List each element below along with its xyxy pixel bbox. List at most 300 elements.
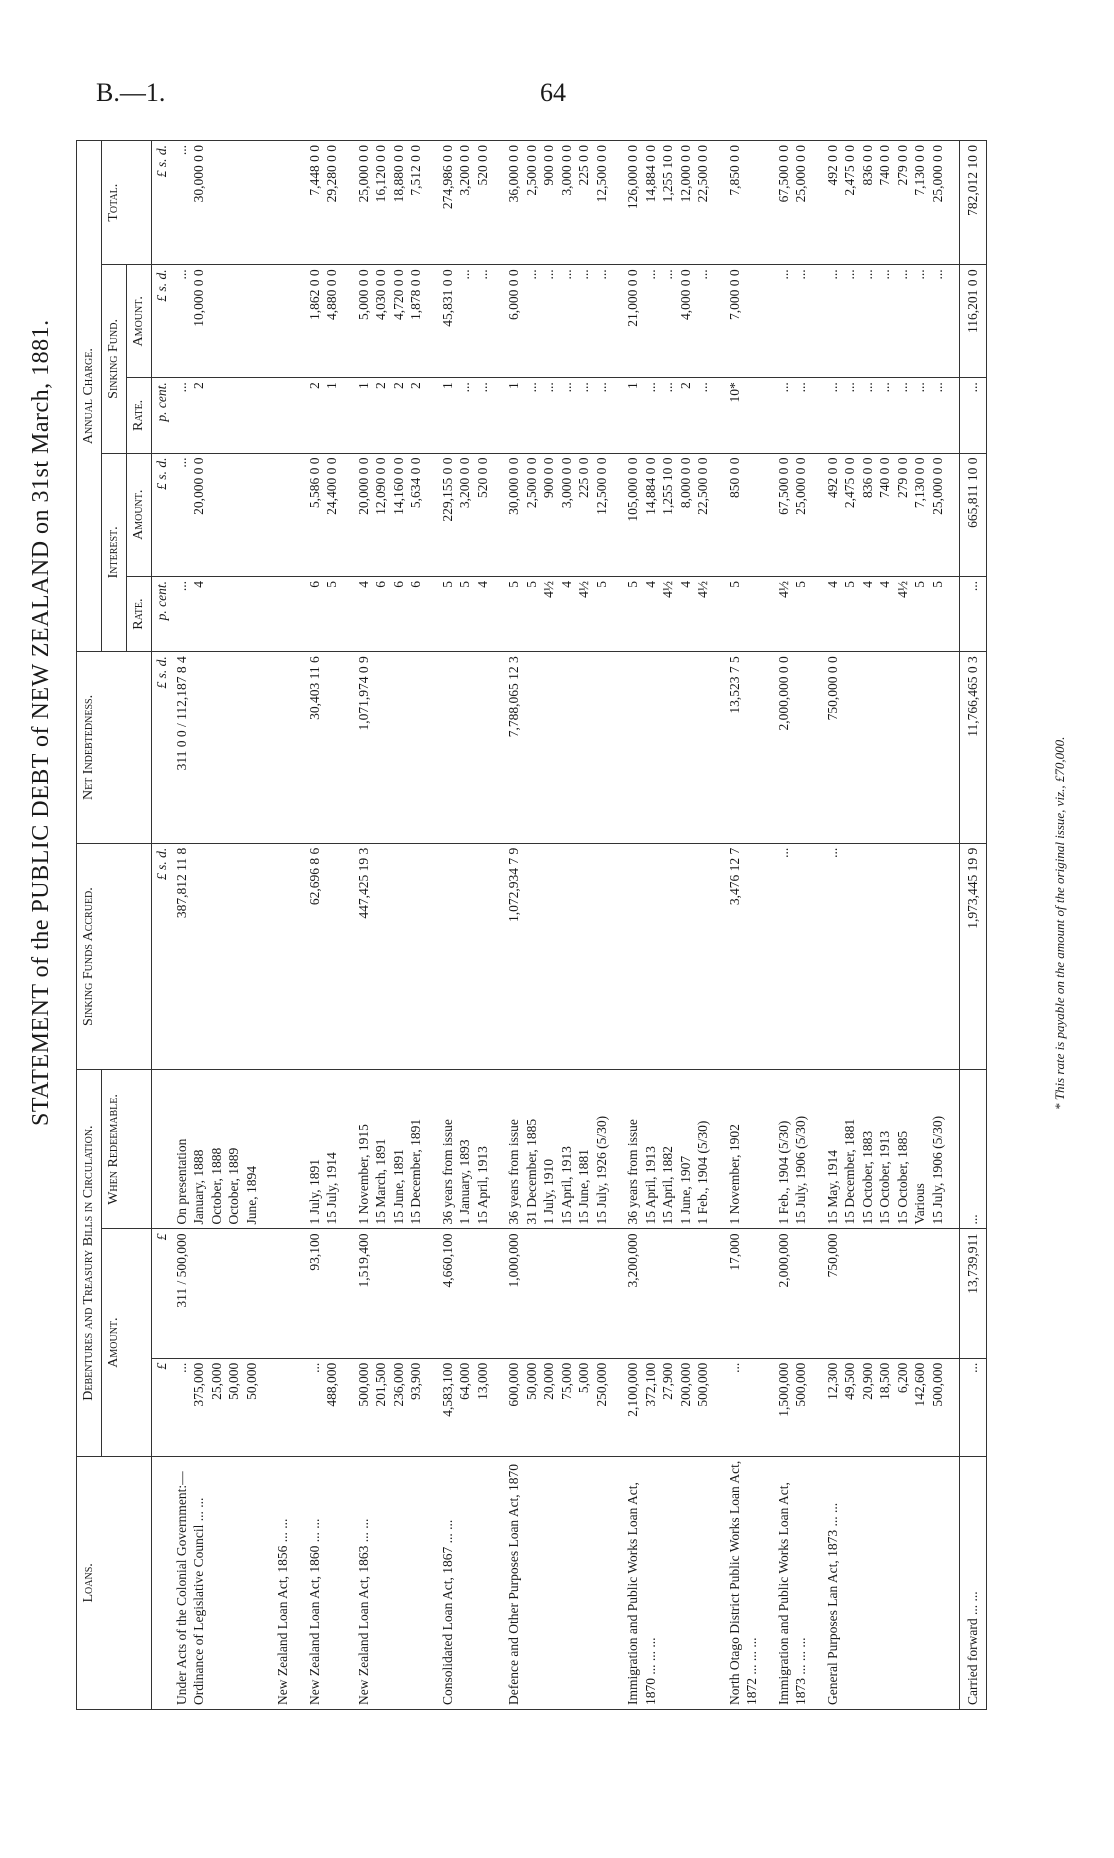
amount-cell bbox=[725, 1358, 762, 1456]
net-cell bbox=[305, 652, 342, 844]
total-line: 7,850 0 0 bbox=[726, 145, 742, 196]
col-int-amount: Amount. bbox=[127, 453, 152, 576]
when-line: 15 July, 1926 (5/30) bbox=[593, 1115, 609, 1225]
spacer-cell bbox=[293, 265, 305, 378]
int-rate-line: 5 bbox=[324, 580, 339, 588]
sf-rate-cell bbox=[504, 378, 611, 453]
units-row bbox=[152, 141, 172, 1710]
row-spacer bbox=[342, 141, 354, 1710]
loan-line: New Zealand Loan Act, 1863 ... ... bbox=[355, 1518, 371, 1705]
spacer-cell bbox=[426, 453, 438, 576]
net-cell bbox=[823, 652, 948, 844]
sf-accrued-value: 3,476 12 7 bbox=[726, 847, 742, 906]
int-amount-line: 12,090 0 0 bbox=[373, 457, 388, 515]
spacer-cell bbox=[342, 141, 354, 265]
col-interest: Interest. bbox=[102, 453, 127, 652]
int-amount-cell bbox=[504, 453, 611, 576]
int-amount-line: 225 0 0 bbox=[576, 457, 591, 499]
when-cell bbox=[774, 1070, 811, 1229]
when-cell bbox=[438, 1070, 493, 1229]
amount-line: 1,500,000 bbox=[775, 1362, 791, 1417]
spacer-cell bbox=[492, 576, 504, 651]
spacer-cell bbox=[713, 141, 725, 265]
spacer-cell bbox=[811, 1358, 823, 1456]
when-line: October, 1888 bbox=[208, 1147, 224, 1225]
row-spacer bbox=[426, 141, 438, 1710]
spacer-cell bbox=[811, 1229, 823, 1358]
int-amount-cell bbox=[354, 453, 426, 576]
int-rate-cell bbox=[172, 576, 262, 651]
sf-rate-line: ... bbox=[474, 382, 490, 393]
table-row bbox=[438, 141, 493, 1710]
amount-line: ... bbox=[306, 1362, 322, 1373]
sf-amount-cell bbox=[725, 265, 762, 378]
spacer-cell bbox=[947, 1229, 960, 1358]
when-line: 15 April, 1913 bbox=[474, 1146, 490, 1225]
when-line: 15 June, 1891 bbox=[390, 1149, 406, 1225]
spacer-cell bbox=[713, 1456, 725, 1709]
sf-amount-line: 10,000 0 0 bbox=[191, 269, 206, 327]
spacer-cell bbox=[811, 378, 823, 453]
sf-rate-line: ... bbox=[558, 382, 574, 393]
total-line: 16,120 0 0 bbox=[373, 145, 388, 203]
spacer-cell bbox=[426, 1358, 438, 1456]
when-line: 1 Feb., 1904 (5/30) bbox=[695, 1120, 710, 1225]
sf-amount-cell bbox=[305, 265, 342, 378]
col-int-rate: Rate. bbox=[127, 576, 152, 651]
sf-rate-line: ... bbox=[593, 382, 609, 393]
spacer-cell bbox=[611, 1358, 623, 1456]
total-line: 7,512 0 0 bbox=[408, 145, 423, 196]
when-line: 1 Feb., 1904 (5/30) bbox=[775, 1120, 791, 1225]
circulation-value: 1,519,400 bbox=[355, 1233, 371, 1288]
spacer-cell bbox=[611, 141, 623, 265]
when-line: 1 November, 1902 bbox=[726, 1124, 742, 1225]
sf-amount-line: ... bbox=[457, 269, 472, 280]
circulation-value: 2,000,000 bbox=[775, 1233, 791, 1288]
amount-line: 20,000 bbox=[541, 1362, 556, 1400]
sf-accrued-value: ... bbox=[775, 847, 791, 858]
circulation-cell bbox=[305, 1229, 342, 1358]
spacer-cell bbox=[811, 652, 823, 844]
int-amount-line: 12,500 0 0 bbox=[593, 457, 609, 515]
net-value: 30,403 11 6 bbox=[306, 656, 322, 720]
spacer-cell bbox=[811, 1456, 823, 1709]
unit-sf-amount: £ s. d. bbox=[152, 265, 172, 378]
total-line: 36,000 0 0 bbox=[506, 145, 521, 203]
amount-line: 2,100,000 bbox=[625, 1362, 640, 1417]
sf-accrued-value: ... bbox=[824, 847, 840, 858]
int-rate-cell bbox=[774, 576, 811, 651]
sf-rate-line: 1 bbox=[625, 382, 640, 390]
amount-line: 600,000 bbox=[506, 1362, 521, 1407]
sf-rate-line: ... bbox=[775, 382, 791, 393]
int-amount-line: 20,000 0 0 bbox=[355, 457, 371, 515]
spacer-cell bbox=[611, 652, 623, 844]
int-rate-line: 5 bbox=[593, 580, 609, 588]
when-line: 15 July, 1906 (5/30) bbox=[793, 1115, 808, 1225]
spacer-cell bbox=[762, 1229, 774, 1358]
when-cell bbox=[273, 1070, 293, 1229]
int-rate-cell bbox=[354, 576, 426, 651]
sf-rate-cell bbox=[774, 378, 811, 453]
sf-amount-line: ... bbox=[877, 269, 892, 280]
spacer-cell bbox=[762, 1456, 774, 1709]
sf-rate-line: ... bbox=[576, 382, 591, 393]
spacer-cell bbox=[713, 1358, 725, 1456]
cf-amount: ... bbox=[960, 1358, 987, 1456]
spacer-cell bbox=[342, 265, 354, 378]
total-line: 25,000 0 0 bbox=[793, 145, 808, 203]
loan-line: New Zealand Loan Act, 1860 ... ... bbox=[306, 1518, 322, 1705]
spacer-cell bbox=[492, 1070, 504, 1229]
sf-amount-line: 21,000 0 0 bbox=[625, 269, 640, 327]
amount-cell bbox=[354, 1358, 426, 1456]
spacer-cell bbox=[947, 1070, 960, 1229]
amount-line: 5,000 bbox=[576, 1362, 591, 1394]
spacer-cell bbox=[811, 453, 823, 576]
loan-line: Ordinance of Legislative Council ... ... bbox=[191, 1497, 206, 1705]
spacer-cell bbox=[342, 1070, 354, 1229]
int-amount-line: 8,000 0 0 bbox=[677, 457, 693, 509]
loan-line: Immigration and Public Works Loan Act, bbox=[775, 1482, 791, 1705]
table-row bbox=[823, 141, 948, 1710]
row-spacer bbox=[811, 141, 823, 1710]
int-rate-line: 4½ bbox=[541, 580, 556, 598]
total-cell bbox=[305, 141, 342, 265]
int-rate-line: 4½ bbox=[695, 580, 710, 598]
spacer-cell bbox=[426, 652, 438, 844]
sf-amount-line: ... bbox=[894, 269, 910, 280]
sf-rate-line: 1 bbox=[506, 382, 521, 390]
loan-line: New Zealand Loan Act, 1856 ... ... bbox=[275, 1518, 290, 1705]
spacer-cell bbox=[293, 1070, 305, 1229]
spacer-cell bbox=[261, 1358, 273, 1456]
spacer-cell bbox=[293, 1229, 305, 1358]
int-amount-line: 25,000 0 0 bbox=[793, 457, 808, 515]
int-amount-line: 2,500 0 0 bbox=[523, 457, 539, 509]
total-cell bbox=[354, 141, 426, 265]
sf-rate-line: 2 bbox=[390, 382, 406, 390]
amount-line: 27,900 bbox=[660, 1362, 675, 1400]
int-rate-line: 4½ bbox=[660, 580, 675, 598]
when-line: October, 1889 bbox=[226, 1147, 241, 1225]
unit-sf-accrued: £ s. d. bbox=[152, 843, 172, 1070]
spacer-cell bbox=[762, 141, 774, 265]
circulation-cell bbox=[172, 1229, 262, 1358]
spacer-cell bbox=[293, 652, 305, 844]
amount-line: 50,000 bbox=[523, 1362, 539, 1400]
spacer-cell bbox=[492, 378, 504, 453]
sf-rate-cell bbox=[305, 378, 342, 453]
amount-line: 200,000 bbox=[677, 1362, 693, 1407]
sf-amount-line: ... bbox=[842, 269, 857, 280]
sf-amount-line: ... bbox=[173, 269, 189, 280]
amount-line: 12,300 bbox=[824, 1362, 840, 1400]
when-line: January, 1888 bbox=[191, 1149, 206, 1225]
total-line: 740 0 0 bbox=[877, 145, 892, 186]
sf-amount-line: 6,000 0 0 bbox=[506, 269, 521, 320]
col-net: Net Indebtedness. bbox=[77, 652, 152, 844]
loan-line: Defence and Other Purposes Loan Act, 1870 bbox=[506, 1463, 521, 1705]
table-row bbox=[774, 141, 811, 1710]
int-rate-line: 6 bbox=[408, 580, 423, 588]
circulation-cell bbox=[623, 1229, 713, 1358]
sf-accrued-cell bbox=[823, 843, 948, 1070]
amount-line: 25,000 bbox=[208, 1362, 224, 1400]
spacer-cell bbox=[713, 1070, 725, 1229]
spacer-cell bbox=[426, 141, 438, 265]
when-line: 15 April, 1913 bbox=[558, 1146, 574, 1225]
when-line: 15 May, 1914 bbox=[824, 1149, 840, 1225]
sf-accrued-cell bbox=[438, 843, 493, 1070]
page-title: STATEMENT of the PUBLIC DEBT of NEW ZEALAND on 31st March, 1881. bbox=[28, 319, 54, 1126]
int-amount-line: 3,200 0 0 bbox=[457, 457, 472, 509]
int-amount-line: 836 0 0 bbox=[859, 457, 875, 499]
int-amount-line: 30,000 0 0 bbox=[506, 457, 521, 515]
spacer-cell bbox=[342, 1229, 354, 1358]
spacer-cell bbox=[293, 1358, 305, 1456]
sf-amount-cell bbox=[438, 265, 493, 378]
int-rate-line: 5 bbox=[523, 580, 539, 588]
int-rate-line: 4½ bbox=[894, 580, 910, 598]
spacer-cell bbox=[492, 453, 504, 576]
spacer-cell bbox=[762, 843, 774, 1070]
spacer-cell bbox=[261, 378, 273, 453]
cf-total: 782,012 10 0 bbox=[960, 141, 987, 265]
when-cell bbox=[354, 1070, 426, 1229]
net-cell bbox=[438, 652, 493, 844]
sf-rate-line: ... bbox=[842, 382, 857, 393]
sf-accrued-cell bbox=[305, 843, 342, 1070]
net-cell bbox=[725, 652, 762, 844]
int-amount-line: 900 0 0 bbox=[541, 457, 556, 499]
int-amount-cell bbox=[725, 453, 762, 576]
amount-line: 500,000 bbox=[695, 1362, 710, 1407]
total-line: 3,000 0 0 bbox=[558, 145, 574, 196]
net-cell bbox=[172, 652, 262, 844]
sf-accrued-value: 62,696 8 6 bbox=[306, 847, 322, 906]
sf-rate-line: ... bbox=[912, 382, 927, 393]
int-amount-line: 229,155 0 0 bbox=[439, 457, 455, 522]
when-line: 31 December, 1885 bbox=[523, 1118, 539, 1225]
circulation-value: 3,200,000 bbox=[625, 1233, 640, 1288]
sf-amount-line: 45,831 0 0 bbox=[439, 269, 455, 327]
loan-line: Under Acts of the Colonial Government:— bbox=[173, 1471, 189, 1705]
int-amount-line: 14,160 0 0 bbox=[390, 457, 406, 515]
when-line: 15 December, 1891 bbox=[408, 1118, 423, 1225]
sf-rate-line: 2 bbox=[677, 382, 693, 390]
sf-rate-cell bbox=[623, 378, 713, 453]
total-line: 12,000 0 0 bbox=[677, 145, 693, 203]
amount-line: 488,000 bbox=[324, 1362, 339, 1407]
sf-amount-line: ... bbox=[576, 269, 591, 280]
spacer-cell bbox=[293, 1456, 305, 1709]
int-rate-line: 4½ bbox=[576, 580, 591, 598]
int-amount-line: 520 0 0 bbox=[474, 457, 490, 499]
spacer-cell bbox=[261, 1456, 273, 1709]
net-value: 750,000 0 0 bbox=[824, 656, 840, 721]
when-line: 1 June, 1907 bbox=[677, 1155, 693, 1225]
int-amount-line: 1,255 10 0 bbox=[660, 457, 675, 515]
sf-accrued-cell bbox=[725, 843, 762, 1070]
net-cell bbox=[273, 652, 293, 844]
amount-cell bbox=[305, 1358, 342, 1456]
spacer-cell bbox=[261, 652, 273, 844]
int-amount-cell bbox=[774, 453, 811, 576]
spacer-cell bbox=[261, 843, 273, 1070]
spacer-cell bbox=[947, 378, 960, 453]
when-line: 15 October, 1883 bbox=[859, 1130, 875, 1225]
cf-net: 11,766,465 0 3 bbox=[960, 652, 987, 844]
spacer-cell bbox=[261, 1229, 273, 1358]
sf-amount-line: ... bbox=[474, 269, 490, 280]
int-rate-line: 6 bbox=[390, 580, 406, 588]
spacer-cell bbox=[947, 576, 960, 651]
int-amount-line: 3,000 0 0 bbox=[558, 457, 574, 509]
loan-cell bbox=[774, 1456, 811, 1709]
sf-rate-line: 2 bbox=[306, 382, 322, 390]
sf-accrued-cell bbox=[172, 843, 262, 1070]
spacer-cell bbox=[342, 652, 354, 844]
total-cell bbox=[273, 141, 293, 265]
net-cell bbox=[504, 652, 611, 844]
cf-circulation: 13,739,911 bbox=[960, 1229, 987, 1358]
amount-line: 49,500 bbox=[842, 1362, 857, 1400]
spacer-cell bbox=[762, 453, 774, 576]
loan-cell bbox=[623, 1456, 713, 1709]
int-rate-line: 6 bbox=[306, 580, 322, 588]
spacer-cell bbox=[293, 378, 305, 453]
int-amount-line: 7,130 0 0 bbox=[912, 457, 927, 509]
spacer-cell bbox=[492, 1229, 504, 1358]
sf-amount-line: ... bbox=[793, 269, 808, 280]
loan-line: General Purposes Lan Act, 1873 ... ... bbox=[824, 1502, 840, 1705]
amount-cell bbox=[504, 1358, 611, 1456]
sf-amount-line: 1,862 0 0 bbox=[306, 269, 322, 320]
circulation-value: 17,000 bbox=[726, 1233, 742, 1271]
spacer-cell bbox=[492, 843, 504, 1070]
spacer-cell bbox=[426, 378, 438, 453]
amount-cell bbox=[273, 1358, 293, 1456]
int-rate-line: 4 bbox=[191, 580, 206, 588]
sf-accrued-cell bbox=[273, 843, 293, 1070]
loan-line: Immigration and Public Works Loan Act, bbox=[625, 1482, 640, 1705]
sf-amount-line: ... bbox=[775, 269, 791, 280]
amount-line: 6,200 bbox=[894, 1362, 910, 1394]
unit-circulation: £ bbox=[152, 1229, 172, 1358]
sf-amount-line: 4,880 0 0 bbox=[324, 269, 339, 320]
sf-accrued-cell bbox=[774, 843, 811, 1070]
col-debentures: Debentures and Treasury Bills in Circulation. bbox=[77, 1070, 102, 1456]
spacer-cell bbox=[492, 652, 504, 844]
col-sinking-fund: Sinking Fund. bbox=[102, 265, 127, 453]
loan-line: North Otago District Public Works Loan Act, bbox=[726, 1460, 742, 1705]
sf-rate-line: ... bbox=[859, 382, 875, 393]
int-amount-line: 25,000 0 0 bbox=[929, 457, 945, 515]
when-line: 15 March, 1891 bbox=[373, 1138, 388, 1225]
table-row bbox=[172, 141, 262, 1710]
spacer-cell bbox=[426, 1229, 438, 1358]
sf-rate-line: ... bbox=[173, 382, 189, 393]
report-code: B.—1. bbox=[96, 78, 166, 107]
cf-sf-rate: ... bbox=[960, 378, 987, 453]
circulation-cell bbox=[774, 1229, 811, 1358]
int-amount-cell bbox=[623, 453, 713, 576]
circulation-value: 311 / 500,000 bbox=[173, 1233, 189, 1308]
int-amount-line: 20,000 0 0 bbox=[191, 457, 206, 515]
spacer-cell bbox=[611, 1229, 623, 1358]
int-rate-line: 6 bbox=[373, 580, 388, 588]
amount-line: ... bbox=[173, 1362, 189, 1373]
sf-amount-line: 7,000 0 0 bbox=[726, 269, 742, 320]
int-amount-cell bbox=[273, 453, 293, 576]
spacer-cell bbox=[713, 843, 725, 1070]
spacer-cell bbox=[261, 1070, 273, 1229]
total-line: 12,500 0 0 bbox=[593, 145, 609, 203]
amount-line: ... bbox=[726, 1362, 742, 1373]
sf-amount-cell bbox=[273, 265, 293, 378]
spacer-cell bbox=[492, 1456, 504, 1709]
sf-rate-line: 2 bbox=[191, 382, 206, 390]
sf-accrued-value: 387,812 11 8 bbox=[173, 847, 189, 919]
int-amount-line: ... bbox=[173, 457, 189, 468]
spacer-cell bbox=[947, 1358, 960, 1456]
spacer-cell bbox=[293, 576, 305, 651]
when-cell bbox=[823, 1070, 948, 1229]
spacer-cell bbox=[611, 378, 623, 453]
total-line: 520 0 0 bbox=[474, 145, 490, 186]
when-line: Various bbox=[912, 1183, 927, 1225]
int-rate-line: 4 bbox=[824, 580, 840, 588]
when-line: 36 years from issue bbox=[506, 1119, 521, 1225]
when-line: June, 1894 bbox=[243, 1165, 259, 1225]
col-sf-accrued: Sinking Funds Accrued. bbox=[77, 843, 152, 1070]
amount-line: 500,000 bbox=[793, 1362, 808, 1407]
spacer-cell bbox=[342, 1456, 354, 1709]
spacer-cell bbox=[293, 453, 305, 576]
sf-rate-cell bbox=[438, 378, 493, 453]
total-cell bbox=[438, 141, 493, 265]
int-rate-line: 5 bbox=[457, 580, 472, 588]
when-cell bbox=[172, 1070, 262, 1229]
sf-rate-line: ... bbox=[824, 382, 840, 393]
amount-line: 4,583,100 bbox=[439, 1362, 455, 1417]
loan-line: 1873 ... ... ... bbox=[793, 1637, 808, 1705]
unit-total: £ s. d. bbox=[152, 141, 172, 265]
total-line: 2,475 0 0 bbox=[842, 145, 857, 196]
table-row bbox=[273, 141, 293, 1710]
total-line: 22,500 0 0 bbox=[695, 145, 710, 203]
sf-rate-line: 2 bbox=[408, 382, 423, 390]
spacer-cell bbox=[261, 265, 273, 378]
int-rate-line: 5 bbox=[912, 580, 927, 588]
sf-accrued-value: 447,425 19 3 bbox=[355, 847, 371, 919]
row-spacer bbox=[762, 141, 774, 1710]
sf-amount-line: ... bbox=[523, 269, 539, 280]
spacer-cell bbox=[947, 141, 960, 265]
sf-rate-cell bbox=[725, 378, 762, 453]
int-rate-line: 5 bbox=[842, 580, 857, 588]
spacer-cell bbox=[947, 265, 960, 378]
spacer-cell bbox=[713, 265, 725, 378]
spacer-cell bbox=[947, 453, 960, 576]
table-row bbox=[623, 141, 713, 1710]
spacer-cell bbox=[426, 843, 438, 1070]
net-cell bbox=[623, 652, 713, 844]
int-amount-line: 14,884 0 0 bbox=[642, 457, 658, 515]
spacer-cell bbox=[811, 1070, 823, 1229]
